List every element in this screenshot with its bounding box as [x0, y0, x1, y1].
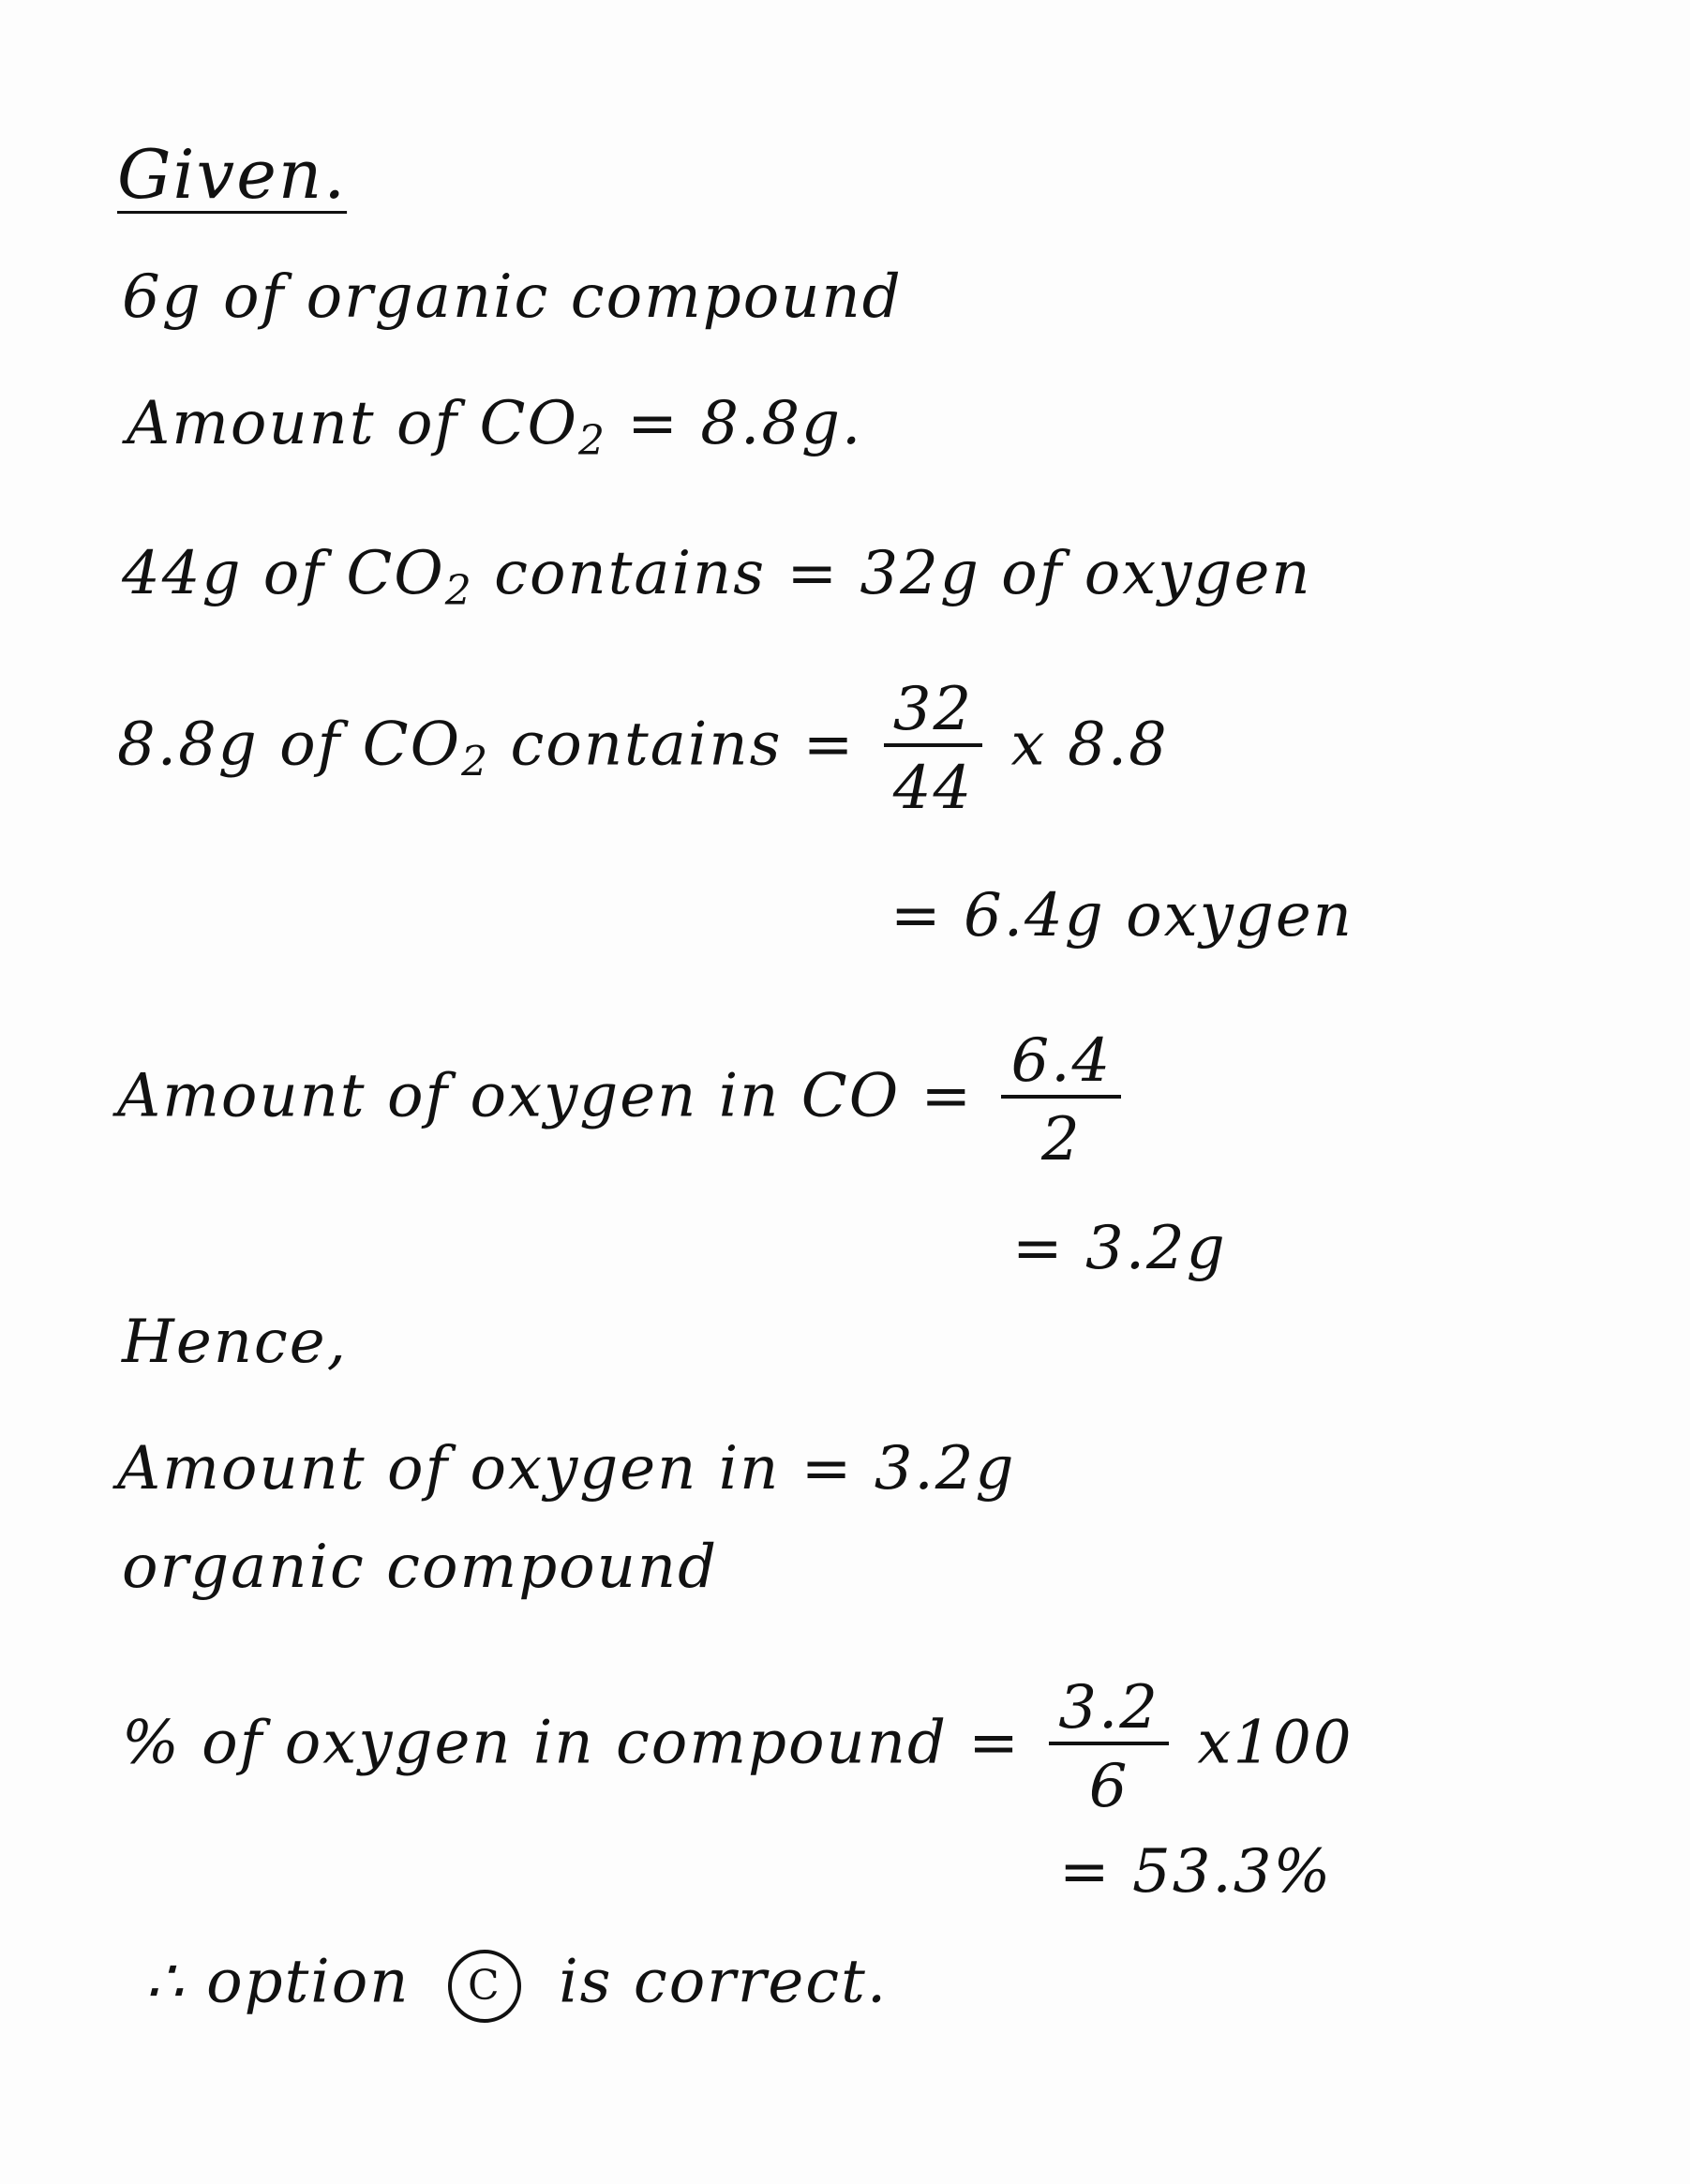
line-organic-compound: organic compound	[122, 1533, 719, 1602]
co2-subscript: 2	[461, 738, 490, 786]
heading-given: Given.	[117, 135, 348, 214]
line-oxygen-result: = 6.4g oxygen	[890, 881, 1353, 950]
fraction-3-2-over-6	[1049, 1673, 1169, 1821]
oxygen-in-label: Amount of oxygen in	[117, 1434, 781, 1503]
line-conclusion	[145, 1947, 889, 2023]
line-hence: Hence,	[122, 1308, 348, 1377]
therefore-option: ∴ option	[145, 1947, 411, 2017]
multiply-8-8: x 8.8	[1010, 710, 1169, 780]
percent-oxygen-label: % of oxygen in compound =	[122, 1708, 1021, 1778]
oxygen-in-value: = 3.2g	[800, 1434, 1016, 1503]
line-8-8g-co2-contains	[117, 675, 1169, 823]
line-oxygen-in-co-result: = 3.2g	[1012, 1214, 1227, 1283]
oxygen-in-co-label: Amount of oxygen in CO =	[117, 1061, 974, 1131]
co2-8-8g-label: 8.8g of CO	[117, 710, 462, 780]
fraction-numerator: 6.4	[1001, 1031, 1121, 1099]
co2-subscript: 2	[444, 567, 473, 615]
line-amount-co2	[127, 389, 863, 465]
fraction-denominator: 6	[1088, 1752, 1129, 1821]
co2-44g-oxygen: contains = 32g of oxygen	[494, 539, 1312, 608]
co2-8-8g-contains: contains =	[510, 710, 856, 780]
fraction-denominator: 2	[1041, 1105, 1082, 1174]
is-correct: is correct.	[559, 1947, 889, 2017]
co2-44g-label: 44g of CO	[122, 539, 445, 608]
fraction-32-over-44	[884, 675, 982, 823]
circled-option-c: C	[448, 1950, 521, 2023]
fraction-numerator: 32	[884, 680, 982, 747]
line-percent-oxygen	[122, 1673, 1353, 1821]
fraction-6-4-over-2	[1001, 1026, 1121, 1174]
multiply-100: x100	[1197, 1708, 1353, 1778]
line-organic-compound-mass: 6g of organic compound	[122, 262, 903, 332]
fraction-denominator: 44	[892, 754, 974, 823]
amount-co2-label: Amount of CO	[127, 389, 578, 458]
fraction-numerator: 3.2	[1049, 1678, 1169, 1745]
amount-co2-value: = 8.8g.	[627, 389, 863, 458]
line-oxygen-in-co	[117, 1026, 1129, 1174]
co2-subscript: 2	[577, 417, 606, 465]
line-oxygen-in-organic	[117, 1434, 1016, 1503]
line-percent-result: = 53.3%	[1059, 1837, 1333, 1907]
line-44g-co2-contains	[122, 539, 1312, 615]
